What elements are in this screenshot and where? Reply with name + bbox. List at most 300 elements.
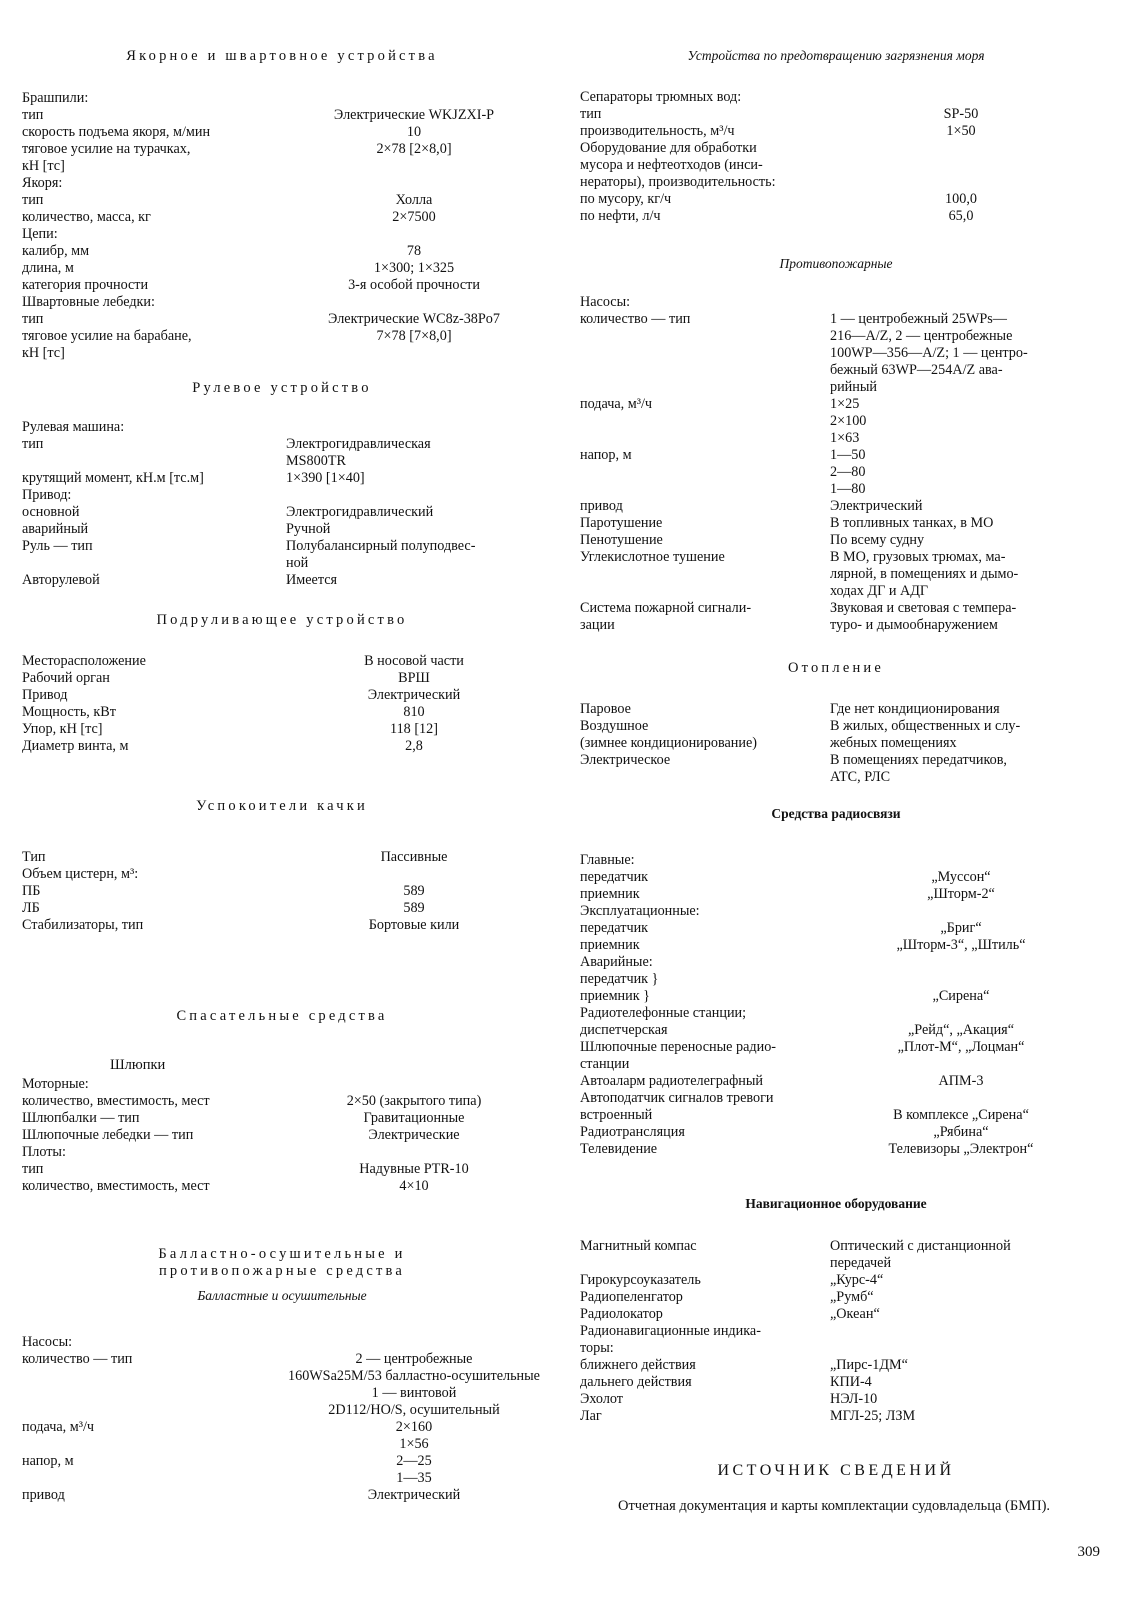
spec-label: ближнего действия [580, 1357, 696, 1373]
spec-row [22, 521, 542, 538]
spec-label: ЛБ [22, 900, 40, 916]
spec-value: 7×78 [7×8,0] [376, 328, 452, 344]
spec-row [580, 328, 1092, 345]
spec-row [22, 1368, 542, 1385]
spec-label: Радиотрансляция [580, 1124, 685, 1140]
spec-label: количество — тип [22, 1351, 133, 1367]
spec-row [22, 883, 542, 900]
spec-value: В комплексе „Сирена“ [893, 1107, 1029, 1123]
spec-label: скорость подъема якоря, м/мин [22, 124, 211, 140]
spec-value [830, 1005, 1092, 1022]
section-subtitle: Балластные и осушительные [197, 1288, 367, 1303]
spec-value: ходах ДГ и АДГ [830, 583, 929, 599]
spec-value: 1×50 [946, 123, 976, 139]
spec-label: Шлюпочные лебедки — тип [22, 1127, 194, 1143]
spec-label: по мусору, кг/ч [580, 191, 672, 207]
anchor-section [22, 48, 542, 362]
spec-row [580, 345, 1092, 362]
spec-row [22, 1470, 542, 1487]
spec-label: Радиотелефонные станции; [580, 1005, 747, 1021]
spec-row [22, 107, 542, 124]
spec-row [22, 436, 542, 453]
spec-row [22, 1436, 542, 1453]
spec-label: тип [22, 436, 44, 452]
spec-row [22, 721, 542, 738]
spec-value: 160WSa25M/53 балластно-осушительные [288, 1368, 540, 1384]
spec-row [22, 328, 542, 345]
spec-value [286, 487, 542, 504]
spec-label: зации [580, 617, 615, 633]
spec-label: Руль — тип [22, 538, 93, 554]
spec-label: Радиопеленгатор [580, 1289, 683, 1305]
spec-row [580, 1374, 1092, 1391]
spec-label: Моторные: [22, 1076, 89, 1092]
spec-label: тип [22, 107, 44, 123]
spec-value: 2×100 [830, 413, 867, 429]
spec-row [580, 1272, 1092, 1289]
spec-row [580, 701, 1092, 718]
fire-section [580, 256, 1092, 634]
spec-label: по нефти, л/ч [580, 208, 661, 224]
spec-label: Упор, кН [тс] [22, 721, 103, 737]
spec-value: „Рейд“, „Акация“ [907, 1022, 1015, 1038]
spec-value: Ручной [286, 521, 331, 537]
spec-label: Сепараторы трюмных вод: [580, 89, 742, 105]
spec-label: крутящий момент, кН.м [тс.м] [22, 470, 204, 486]
spec-label: Пенотушение [580, 532, 663, 548]
spec-value: Гравитационные [363, 1110, 465, 1126]
spec-label: Гирокурсоуказатель [580, 1272, 701, 1288]
spec-value: 1—35 [396, 1470, 432, 1486]
spec-value [830, 294, 1092, 311]
spec-label: Радиолокатор [580, 1306, 663, 1322]
spec-row [580, 769, 1092, 786]
spec-value: По всему судну [830, 532, 925, 548]
spec-value: В помещениях передатчиков, [830, 752, 1007, 768]
spec-label [580, 481, 830, 498]
spec-value: Полубалансирный полуподвес- [286, 538, 476, 554]
spec-value: Электрический [367, 1487, 461, 1503]
spec-label: Привод: [22, 487, 72, 503]
spec-label: дальнего действия [580, 1374, 692, 1390]
spec-label: калибр, мм [22, 243, 90, 259]
boats-subtitle: Шлюпки [110, 1057, 166, 1073]
spec-row [580, 123, 1092, 140]
spec-row [580, 294, 1092, 311]
spec-value [830, 1340, 1092, 1357]
spec-row [22, 738, 542, 755]
spec-label: длина, м [22, 260, 74, 276]
spec-label: Телевидение [580, 1141, 658, 1157]
spec-row [580, 106, 1092, 123]
spec-value [286, 1334, 542, 1351]
spec-row [22, 704, 542, 721]
spec-value: 1×63 [830, 430, 860, 446]
spec-row [22, 1076, 542, 1093]
spec-value: 3-я особой прочности [348, 277, 480, 293]
spec-label: мусора и нефтеотходов (инси- [580, 157, 763, 173]
spec-label: станции [580, 1056, 630, 1072]
spec-label: Насосы: [580, 294, 631, 310]
spec-row [22, 243, 542, 260]
spec-value: 2—25 [396, 1453, 432, 1469]
spec-row [580, 1255, 1092, 1272]
spec-row [580, 852, 1092, 869]
spec-value: 2×50 (закрытого типа) [346, 1093, 482, 1109]
spec-row [22, 849, 542, 866]
spec-row [580, 971, 1092, 988]
spec-row [580, 498, 1092, 515]
spec-row [580, 920, 1092, 937]
spec-row [580, 1073, 1092, 1090]
spec-row [580, 140, 1092, 157]
section-title-line2: противопожарные средства [158, 1263, 406, 1279]
spec-value [830, 174, 1092, 191]
spec-label: привод [580, 498, 623, 514]
spec-list [580, 89, 1092, 225]
spec-label: напор, м [22, 1453, 74, 1469]
spec-label: тип [22, 311, 44, 327]
spec-row [580, 515, 1092, 532]
spec-row [580, 1238, 1092, 1255]
spec-value: Звуковая и световая с темпера- [830, 600, 1017, 616]
spec-label: напор, м [580, 447, 632, 463]
spec-value: „Пирс-1ДМ“ [830, 1357, 908, 1373]
spec-label: аварийный [22, 521, 89, 537]
spec-label: Магнитный компас [580, 1238, 697, 1254]
spec-label: передатчик } [580, 971, 659, 987]
spec-label [22, 1436, 286, 1453]
spec-label: Лаг [580, 1408, 602, 1424]
spec-value [830, 903, 1092, 920]
spec-value: 589 [403, 883, 425, 899]
spec-row [580, 1340, 1092, 1357]
spec-list [22, 90, 542, 362]
spec-value: 78 [406, 243, 422, 259]
spec-row [580, 937, 1092, 954]
spec-value: „Румб“ [830, 1289, 874, 1305]
spec-value [286, 294, 542, 311]
spec-row [22, 260, 542, 277]
spec-value: КПИ-4 [830, 1374, 872, 1390]
spec-label: приемник [580, 886, 640, 902]
steering-section [22, 380, 542, 589]
spec-value: Электрические [368, 1127, 460, 1143]
spec-row [22, 311, 542, 328]
spec-list [580, 1238, 1092, 1425]
spec-label: производительность, м³/ч [580, 123, 735, 139]
spec-label: количество, вместимость, мест [22, 1178, 210, 1194]
spec-row [580, 362, 1092, 379]
spec-row [22, 1144, 542, 1161]
spec-row [580, 1022, 1092, 1039]
spec-value: 1×390 [1×40] [286, 470, 365, 486]
spec-value [286, 1076, 542, 1093]
spec-value: 2—80 [830, 464, 866, 480]
spec-row [580, 174, 1092, 191]
spec-label: тип [22, 1161, 44, 1177]
spec-row [580, 447, 1092, 464]
spec-row [22, 1453, 542, 1470]
spec-value: 118 [12] [390, 721, 438, 737]
spec-value: МГЛ-25; ЛЗМ [830, 1408, 916, 1424]
spec-row [580, 1141, 1092, 1158]
spec-value: Оптический с дистанционной [830, 1238, 1011, 1254]
spec-value [286, 345, 542, 362]
spec-label: количество, масса, кг [22, 209, 151, 225]
spec-value: „Бриг“ [940, 920, 982, 936]
spec-value: 1 — винтовой [371, 1385, 457, 1401]
spec-label: Тип [22, 849, 46, 865]
spec-row [22, 1178, 542, 1195]
spec-row [580, 208, 1092, 225]
spec-value: В топливных танках, в МО [830, 515, 994, 531]
spec-row [580, 396, 1092, 413]
spec-label: Рабочий орган [22, 670, 110, 686]
spec-list [580, 701, 1092, 786]
spec-label: тяговое усилие на барабане, [22, 328, 192, 344]
spec-value: „Курс-4“ [830, 1272, 884, 1288]
spec-label [580, 413, 830, 430]
spec-label [580, 566, 830, 583]
spec-value: В МО, грузовых трюмах, ма- [830, 549, 1006, 565]
spec-list [22, 653, 542, 755]
spec-list [22, 1334, 542, 1504]
spec-value: Пассивные [380, 849, 448, 865]
spec-row [580, 549, 1092, 566]
spec-label [580, 583, 830, 600]
spec-row [580, 532, 1092, 549]
spec-row [580, 1090, 1092, 1107]
spec-value: Имеется [286, 572, 338, 588]
spec-value: „Муссон“ [931, 869, 991, 885]
spec-row [22, 1385, 542, 1402]
spec-value: НЭЛ-10 [830, 1391, 878, 1407]
spec-label [580, 362, 830, 379]
spec-row [22, 1093, 542, 1110]
spec-value: ной [286, 555, 309, 571]
spec-value: 810 [403, 704, 425, 720]
section-title: Спасательные средства [176, 1008, 388, 1024]
spec-label: Брашпили: [22, 90, 89, 106]
spec-value: 2,8 [405, 738, 423, 754]
spec-label: Радионавигационные индика- [580, 1323, 761, 1339]
spec-value [830, 1090, 1092, 1107]
spec-row [22, 572, 542, 589]
spec-row [22, 917, 542, 934]
spec-row [580, 752, 1092, 769]
spec-row [580, 903, 1092, 920]
spec-row [580, 583, 1092, 600]
spec-value: Надувные PTR-10 [359, 1161, 469, 1177]
spec-row [580, 954, 1092, 971]
spec-row [22, 670, 542, 687]
spec-row [580, 191, 1092, 208]
spec-value: Электрический [830, 498, 923, 514]
spec-row [580, 379, 1092, 396]
spec-row [22, 277, 542, 294]
spec-label: Паровое [580, 701, 631, 717]
spec-label: Привод [22, 687, 68, 703]
spec-label: диспетчерская [580, 1022, 668, 1038]
spec-value [830, 1323, 1092, 1340]
spec-row [580, 718, 1092, 735]
spec-row [22, 124, 542, 141]
spec-row [580, 1408, 1092, 1425]
spec-row [580, 1005, 1092, 1022]
spec-row [580, 311, 1092, 328]
spec-row [22, 158, 542, 175]
roll-section [22, 798, 542, 934]
spec-row [22, 141, 542, 158]
nav-section [580, 1196, 1092, 1425]
rescue-section [22, 1008, 542, 1195]
spec-label: Мощность, кВт [22, 704, 116, 720]
spec-label: количество, вместимость, мест [22, 1093, 210, 1109]
spec-row [22, 1402, 542, 1419]
spec-label: тяговое усилие на турачках, [22, 141, 191, 157]
spec-list [22, 1076, 542, 1195]
spec-label: Оборудование для обработки [580, 140, 757, 156]
spec-value [286, 175, 542, 192]
spec-row [580, 617, 1092, 634]
spec-value [286, 866, 542, 883]
spec-row [22, 192, 542, 209]
spec-row [22, 419, 542, 436]
spec-value: Телевизоры „Электрон“ [888, 1141, 1034, 1157]
section-title: Средства радиосвязи [771, 806, 901, 821]
spec-label: кН [тс] [22, 345, 65, 361]
spec-label: нераторы), производительность: [580, 174, 776, 190]
section-title: Противопожарные [779, 256, 893, 271]
spec-value: передачей [830, 1255, 892, 1271]
spec-label: Паротушение [580, 515, 663, 531]
spec-row [580, 1357, 1092, 1374]
spec-value: лярной, в помещениях и дымо- [830, 566, 1019, 582]
spec-row [580, 1323, 1092, 1340]
spec-label: Автоподатчик сигналов тревоги [580, 1090, 774, 1106]
spec-label: Плоты: [22, 1144, 66, 1160]
spec-label [580, 464, 830, 481]
spec-label: Объем цистерн, м³: [22, 866, 139, 882]
spec-row [580, 464, 1092, 481]
spec-value: Бортовые кили [368, 917, 460, 933]
spec-value: 216—A/Z, 2 — центробежные [830, 328, 1013, 344]
spec-label [580, 1255, 830, 1272]
spec-row [580, 600, 1092, 617]
spec-value: 2×78 [2×8,0] [376, 141, 452, 157]
spec-row [580, 413, 1092, 430]
spec-value: Электрический [367, 687, 461, 703]
spec-label: Эксплуатационные: [580, 903, 700, 919]
section-title: Навигационное оборудование [745, 1196, 927, 1211]
spec-label: Швартовные лебедки: [22, 294, 155, 310]
spec-label: привод [22, 1487, 65, 1503]
spec-value [286, 90, 542, 107]
spec-value [830, 971, 1092, 988]
spec-label: подача, м³/ч [22, 1419, 95, 1435]
spec-value: В носовой части [364, 653, 464, 669]
spec-row [22, 866, 542, 883]
spec-value: 10 [406, 124, 422, 140]
spec-value: Электрогидравлический [286, 504, 434, 520]
spec-row [22, 1127, 542, 1144]
spec-row [22, 1161, 542, 1178]
spec-value: „Океан“ [830, 1306, 880, 1322]
spec-row [580, 869, 1092, 886]
spec-row [580, 157, 1092, 174]
spec-label [22, 1402, 286, 1419]
spec-label [22, 555, 286, 572]
spec-row [22, 504, 542, 521]
spec-value: „Рябина“ [933, 1124, 989, 1140]
spec-value: Электрические WKJZXI-P [333, 107, 495, 123]
spec-value: 1×56 [399, 1436, 429, 1452]
spec-value: SP-50 [943, 106, 979, 122]
spec-value: „Шторм-3“, „Штиль“ [896, 937, 1026, 953]
spec-value: 2D112/HO/S, осушительный [328, 1402, 500, 1418]
spec-list [22, 419, 542, 589]
spec-label: ПБ [22, 883, 41, 899]
section-title: Рулевое устройство [192, 380, 372, 396]
spec-label: тип [580, 106, 602, 122]
spec-label: передатчик [580, 920, 649, 936]
spec-row [22, 487, 542, 504]
spec-value: 4×10 [399, 1178, 429, 1194]
spec-label: Система пожарной сигнали- [580, 600, 752, 616]
spec-row [580, 988, 1092, 1005]
spec-label [22, 1368, 286, 1385]
spec-row [22, 1419, 542, 1436]
spec-label: Диаметр винта, м [22, 738, 129, 754]
spec-row [22, 345, 542, 362]
spec-value: Холла [395, 192, 433, 208]
spec-label [580, 328, 830, 345]
spec-value [286, 419, 542, 436]
spec-value: „Плот-М“, „Лоцман“ [897, 1039, 1025, 1055]
spec-row [22, 1487, 542, 1504]
ballast-section [22, 1246, 542, 1504]
spec-value: Где нет кондиционирования [830, 701, 1000, 717]
spec-label: подача, м³/ч [580, 396, 653, 412]
spec-value [286, 1144, 542, 1161]
spec-row [22, 294, 542, 311]
spec-label: Шлюпбалки — тип [22, 1110, 140, 1126]
spec-label: встроенный [580, 1107, 653, 1123]
section-title: Отопление [787, 660, 885, 676]
spec-value [286, 226, 542, 243]
spec-label: Электрическое [580, 752, 671, 768]
spec-value [830, 140, 1092, 157]
pollution-section [580, 48, 1092, 225]
spec-value [830, 157, 1092, 174]
spec-label: основной [22, 504, 80, 520]
section-title: Успокоители качки [196, 798, 368, 814]
spec-label: (зимнее кондиционирование) [580, 735, 757, 751]
spec-row [22, 538, 542, 555]
spec-label [580, 345, 830, 362]
spec-label [22, 1385, 286, 1402]
spec-label: Автоаларм радиотелеграфный [580, 1073, 764, 1089]
spec-row [580, 886, 1092, 903]
spec-label: Месторасположение [22, 653, 146, 669]
spec-value [830, 89, 1092, 106]
section-title: Подруливающее устройство [156, 612, 408, 628]
heating-section [580, 660, 1092, 786]
spec-value: бежный 63WP—254A/Z ава- [830, 362, 1003, 378]
page-number: 309 [1077, 1544, 1100, 1560]
spec-row [580, 1391, 1092, 1408]
